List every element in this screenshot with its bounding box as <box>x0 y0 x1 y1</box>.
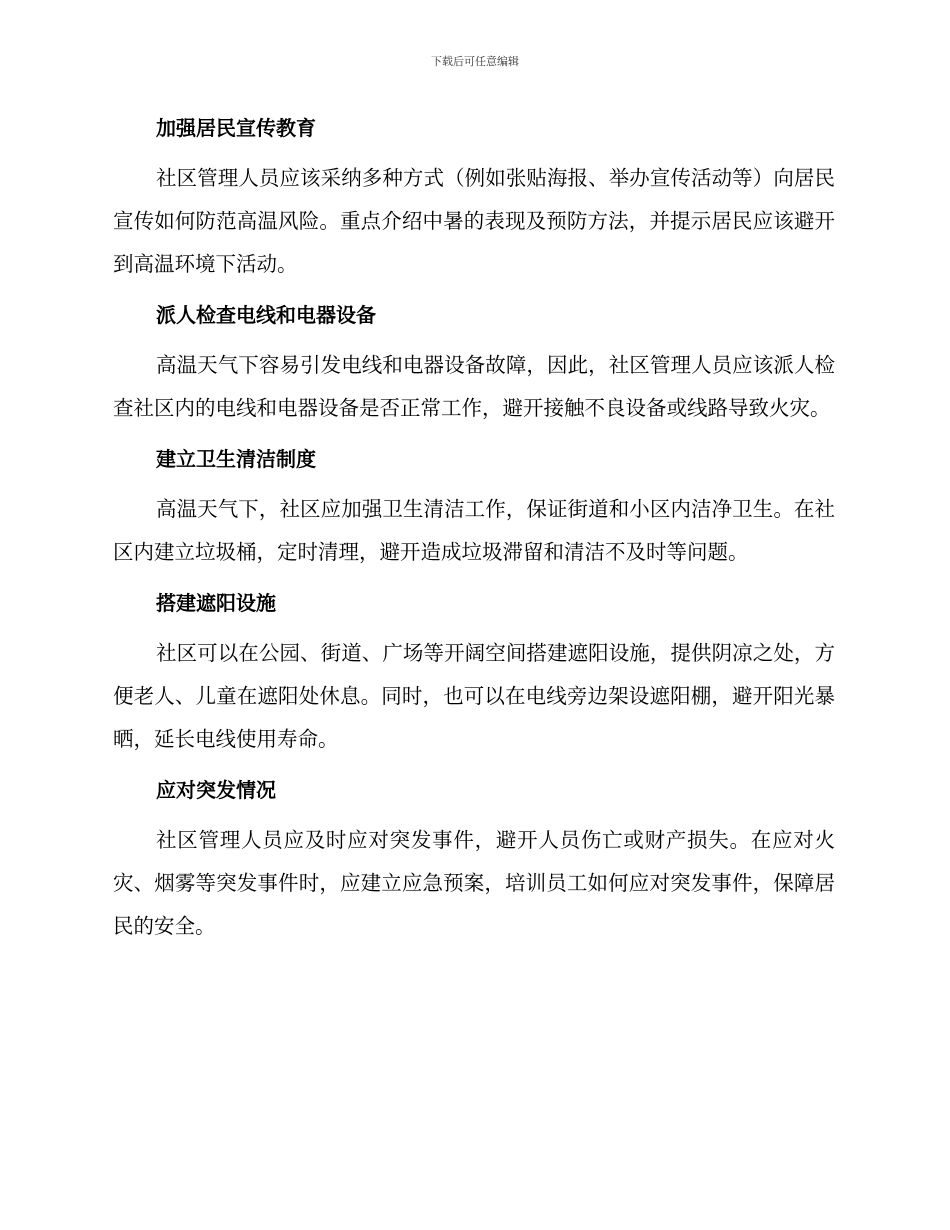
page-header: 下载后可任意编辑 <box>431 55 519 68</box>
section-paragraph: 高温天气下，社区应加强卫生清洁工作，保证街道和小区内洁净卫生。在社区内建立垃圾桶，定时清理，避开造成垃圾滞留和清洁不及时等问题。 <box>113 497 835 564</box>
section-electrical-inspection <box>113 295 835 430</box>
section-sunshade-facilities <box>113 583 835 761</box>
section-heading: 建立卫生清洁制度 <box>156 447 316 471</box>
document-body <box>113 108 835 948</box>
section-sanitation-system <box>113 439 835 574</box>
section-heading: 加强居民宣传教育 <box>156 116 316 140</box>
section-paragraph: 高温天气下容易引发电线和电器设备故障，因此，社区管理人员应该派人检查社区内的电线和电器设备是否正常工作，避开接触不良设备或线路导致火灾。 <box>113 353 835 420</box>
section-heading: 应对突发情况 <box>156 778 276 802</box>
section-resident-education <box>113 108 835 286</box>
section-heading: 搭建遮阳设施 <box>156 591 276 615</box>
section-emergency-response <box>113 770 835 948</box>
section-paragraph: 社区管理人员应及时应对突发事件，避开人员伤亡或财产损失。在应对火灾、烟雾等突发事件时，应建立应急预案，培训员工如何应对突发事件，保障居民的安全。 <box>113 828 835 938</box>
section-paragraph: 社区可以在公园、街道、广场等开阔空间搭建遮阳设施，提供阴凉之处，方便老人、儿童在遮阳处休息。同时，也可以在电线旁边架设遮阳棚，避开阳光暴晒，延长电线使用寿命。 <box>113 641 835 751</box>
section-heading: 派人检查电线和电器设备 <box>156 303 376 327</box>
section-paragraph: 社区管理人员应该采纳多种方式（例如张贴海报、举办宣传活动等）向居民宣传如何防范高温风险。重点介绍中暑的表现及预防方法，并提示居民应该避开到高温环境下活动。 <box>113 166 835 276</box>
